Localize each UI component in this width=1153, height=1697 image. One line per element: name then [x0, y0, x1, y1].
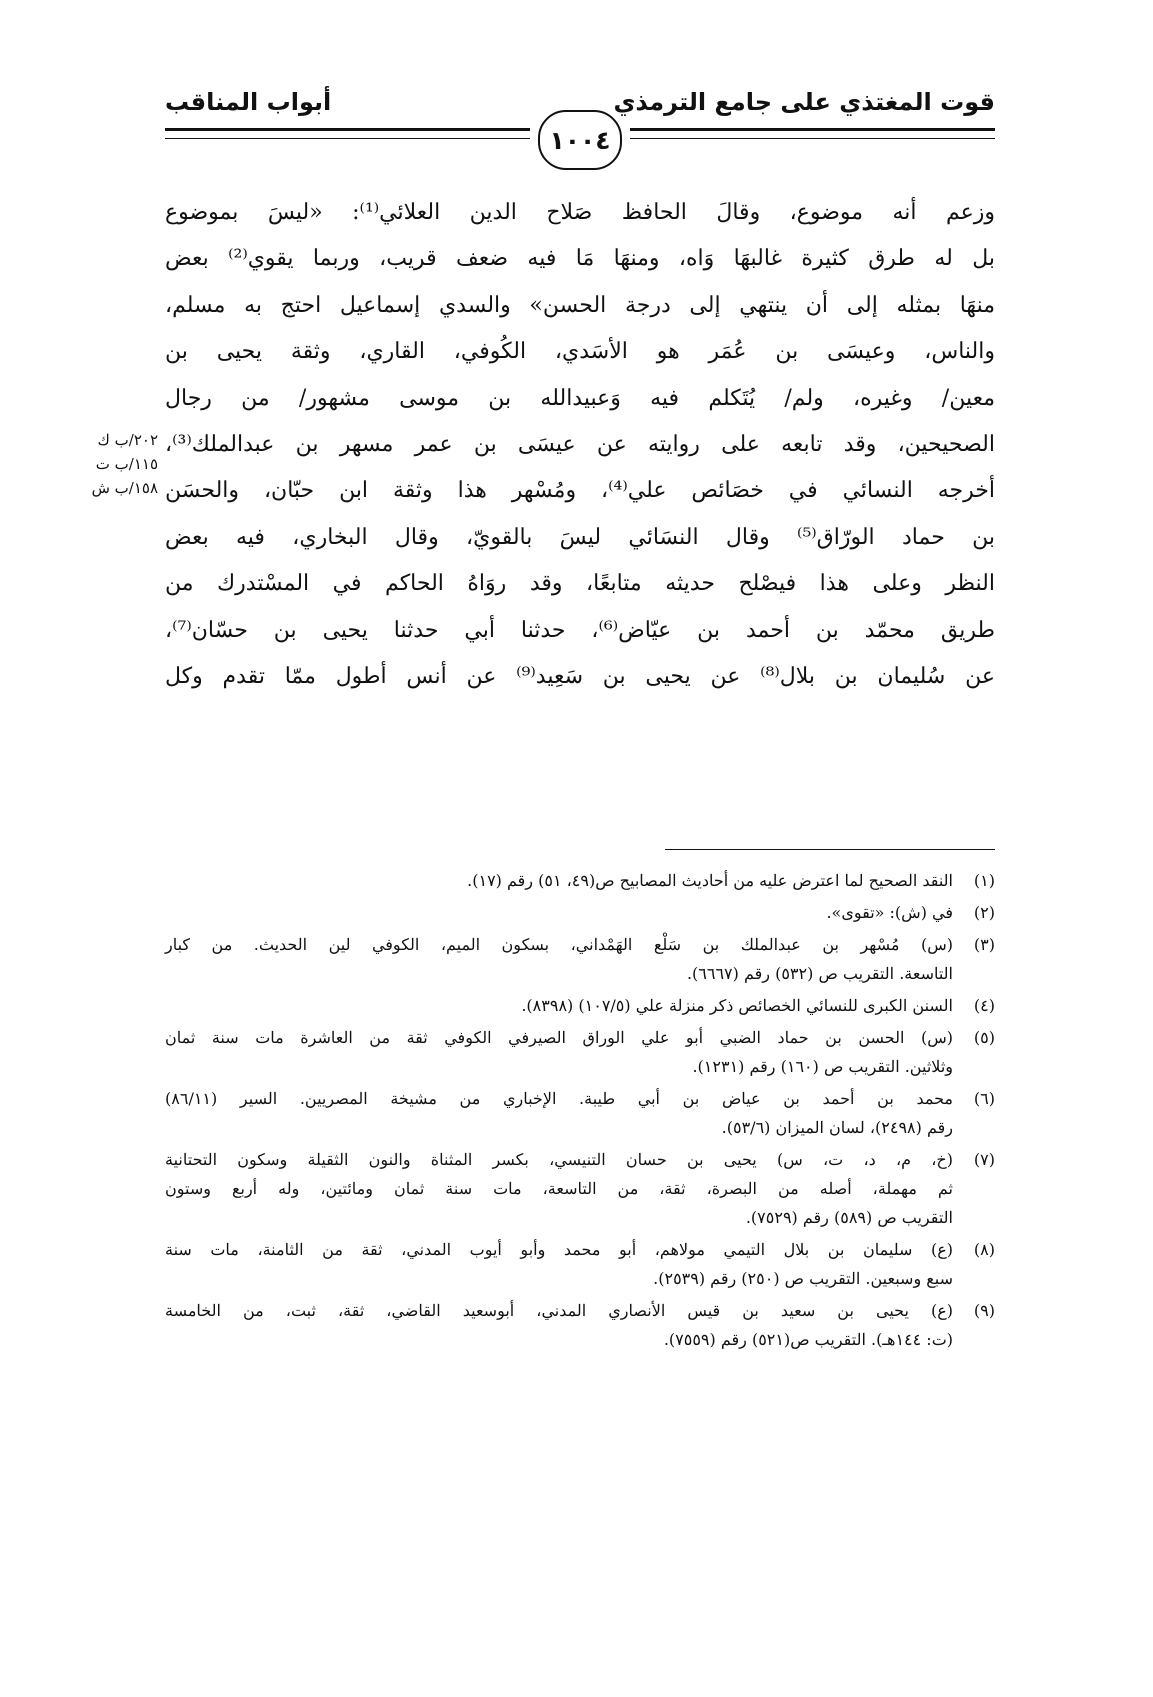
main-text-line: الصحيحين، وقد تابعه على روايته عن عيسَى بن عمر مسهر بن عبدالملك⁽³⁾، — [165, 431, 995, 457]
footnote-text — [165, 1023, 953, 1081]
main-text-line: بن حماد الورّاق⁽⁵⁾ وقال النسَائي ليسَ بالقويّ، وقال البخاري، فيه بعض — [165, 524, 995, 550]
footnote-text — [165, 1235, 953, 1293]
footnote-number: (٦) — [973, 1089, 995, 1108]
footnote-line: (ع) سليمان بن بلال التيمي مولاهم، أبو محمد وأبو أيوب المدني، ثقة من الثامنة، مات سنة — [165, 1240, 953, 1259]
footnote-line: ثم مهملة، أصله من البصرة، ثقة، من التاسعة، مات سنة ثمان ومائتين، وله أربع وستون — [165, 1179, 953, 1198]
footnote-text — [165, 898, 953, 927]
footnote — [165, 1023, 995, 1081]
footnote — [165, 991, 995, 1020]
footnote — [165, 898, 995, 927]
footnote-text — [165, 866, 953, 895]
footnote-line: (ت: ١٤٤هـ). التقريب ص(٥٢١) رقم (٧٥٥٩). — [663, 1330, 953, 1349]
footnote-line: التقريب ص (٥٨٩) رقم (٧٥٢٩). — [745, 1208, 953, 1227]
footnote-number: (٢) — [973, 903, 995, 922]
main-text-line: والناس، وعيسَى بن عُمَر هو الأسَدي، الكُوفي، القاري، وثقة يحيى بن — [165, 339, 995, 365]
footnote-text — [165, 1296, 953, 1354]
footnote-number: (٤) — [973, 996, 995, 1015]
footnotes-block — [165, 866, 995, 1357]
footnote — [165, 1235, 995, 1293]
main-text-line: عن سُليمان بن بلال⁽⁸⁾ عن يحيى بن سَعِيد⁽⁹⁾ عن أنس أطول ممّا تقدم وكل — [165, 663, 995, 689]
footnote — [165, 1145, 995, 1232]
footnote-number: (١) — [973, 871, 995, 890]
footnote-text — [165, 991, 953, 1020]
main-text-line: منهَا بمثله إلى أن ينتهي إلى درجة الحسن» والسدي إسماعيل احتج به مسلم، — [165, 292, 995, 318]
footnote-line: (ع) يحيى بن سعيد بن قيس الأنصاري المدني، أبوسعيد القاضي، ثقة، ثبت، من الخامسة — [165, 1301, 953, 1320]
section-title: أبواب المناقب — [165, 88, 332, 116]
footnote-line: محمد بن أحمد بن عياض بن أبي طيبة. الإخباري من مشيخة المصريين. السير (٨٦/١١) — [165, 1089, 953, 1108]
main-text-line: أخرجه النسائي في خصَائص علي⁽⁴⁾، ومُسْهر هذا وثقة ابن حبّان، والحسَن — [165, 478, 996, 504]
page-header — [165, 84, 995, 174]
footnote — [165, 1084, 995, 1142]
footnote-number: (٩) — [973, 1301, 995, 1320]
main-text-line: وزعم أنه موضوع، وقالَ الحافظ صَلاح الدين العلائي⁽¹⁾: «ليسَ بموضوع — [165, 200, 996, 225]
main-text-line: طريق محمّد بن أحمد بن عيّاض⁽⁶⁾، حدثنا أبي حدثنا يحيى بن حسّان⁽⁷⁾، — [165, 617, 995, 643]
footnote-number: (٣) — [973, 935, 995, 954]
footnote — [165, 866, 995, 895]
footnote-line: السنن الكبرى للنسائي الخصائص ذكر منزلة علي (١٠٧/٥) (٨٣٩٨). — [521, 996, 953, 1015]
footnote-line: سبع وسبعين. التقريب ص (٢٥٠) رقم (٢٥٣٩). — [653, 1269, 953, 1288]
footnote-text — [165, 930, 953, 988]
footnote-separator — [665, 849, 995, 850]
book-title: قوت المغتذي على جامع الترمذي — [613, 88, 995, 116]
footnote — [165, 1296, 995, 1354]
footnote-text — [165, 1084, 953, 1142]
main-text-line: معين/ وغيره، ولم/ يُتَكلم فيه وَعبيدالله بن موسى مشهور/ من رجال — [165, 385, 995, 411]
footnote-text — [165, 1145, 953, 1232]
footnote-line: (س) مُسْهر بن عبدالملك بن سَلْع الهَمْداني، بسكون الميم، الكوفي لين الحديث. من كبار — [165, 935, 954, 954]
footnote-number: (٥) — [973, 1028, 995, 1047]
main-text-block — [165, 190, 995, 700]
page-number-badge: ١٠٠٤ — [538, 110, 622, 170]
footnote-number: (٨) — [973, 1240, 995, 1259]
margin-note: ١٥٨/ب ش — [91, 479, 158, 497]
footnote-line: رقم (٢٤٩٨)، لسان الميزان (٥٣/٦). — [721, 1118, 953, 1137]
margin-notes — [48, 428, 158, 500]
footnote-line: (س) الحسن بن حماد الضبي أبو علي الوراق الصيرفي الكوفي ثقة من العاشرة مات سنة ثمان — [165, 1028, 953, 1047]
header-rule-right — [630, 128, 995, 139]
footnote-line: النقد الصحيح لما اعترض عليه من أحاديث المصابيح ص(٤٩، ٥١) رقم (١٧). — [467, 871, 953, 890]
footnote-line: في (ش): «تقوى». — [826, 903, 953, 922]
main-text-line: بل له طرق كثيرة غالبهَا وَاه، ومنهَا مَا فيه ضعف قريب، وربما يقوي⁽²⁾ بعض — [165, 246, 995, 272]
margin-note: ٢٠٢/ب ك — [97, 431, 158, 449]
footnote-line: وثلاثين. التقريب ص (١٦٠) رقم (١٢٣١). — [692, 1057, 953, 1076]
footnote-line: (خ، م، د، ت، س) يحيى بن حسان التنيسي، بكسر المثناة والنون الثقيلة وسكون التحتانية — [165, 1150, 953, 1169]
header-rule-left — [165, 128, 530, 139]
footnote-line: التاسعة. التقريب ص (٥٣٢) رقم (٦٦٦٧). — [686, 964, 953, 983]
footnote-number: (٧) — [973, 1150, 995, 1169]
footnote — [165, 930, 995, 988]
margin-note: ١١٥/ب ت — [95, 455, 158, 473]
main-text-line: النظر وعلى هذا فيصْلح حديثه متابعًا، وقد روَاهُ الحاكم في المسْتدرك من — [165, 571, 995, 597]
